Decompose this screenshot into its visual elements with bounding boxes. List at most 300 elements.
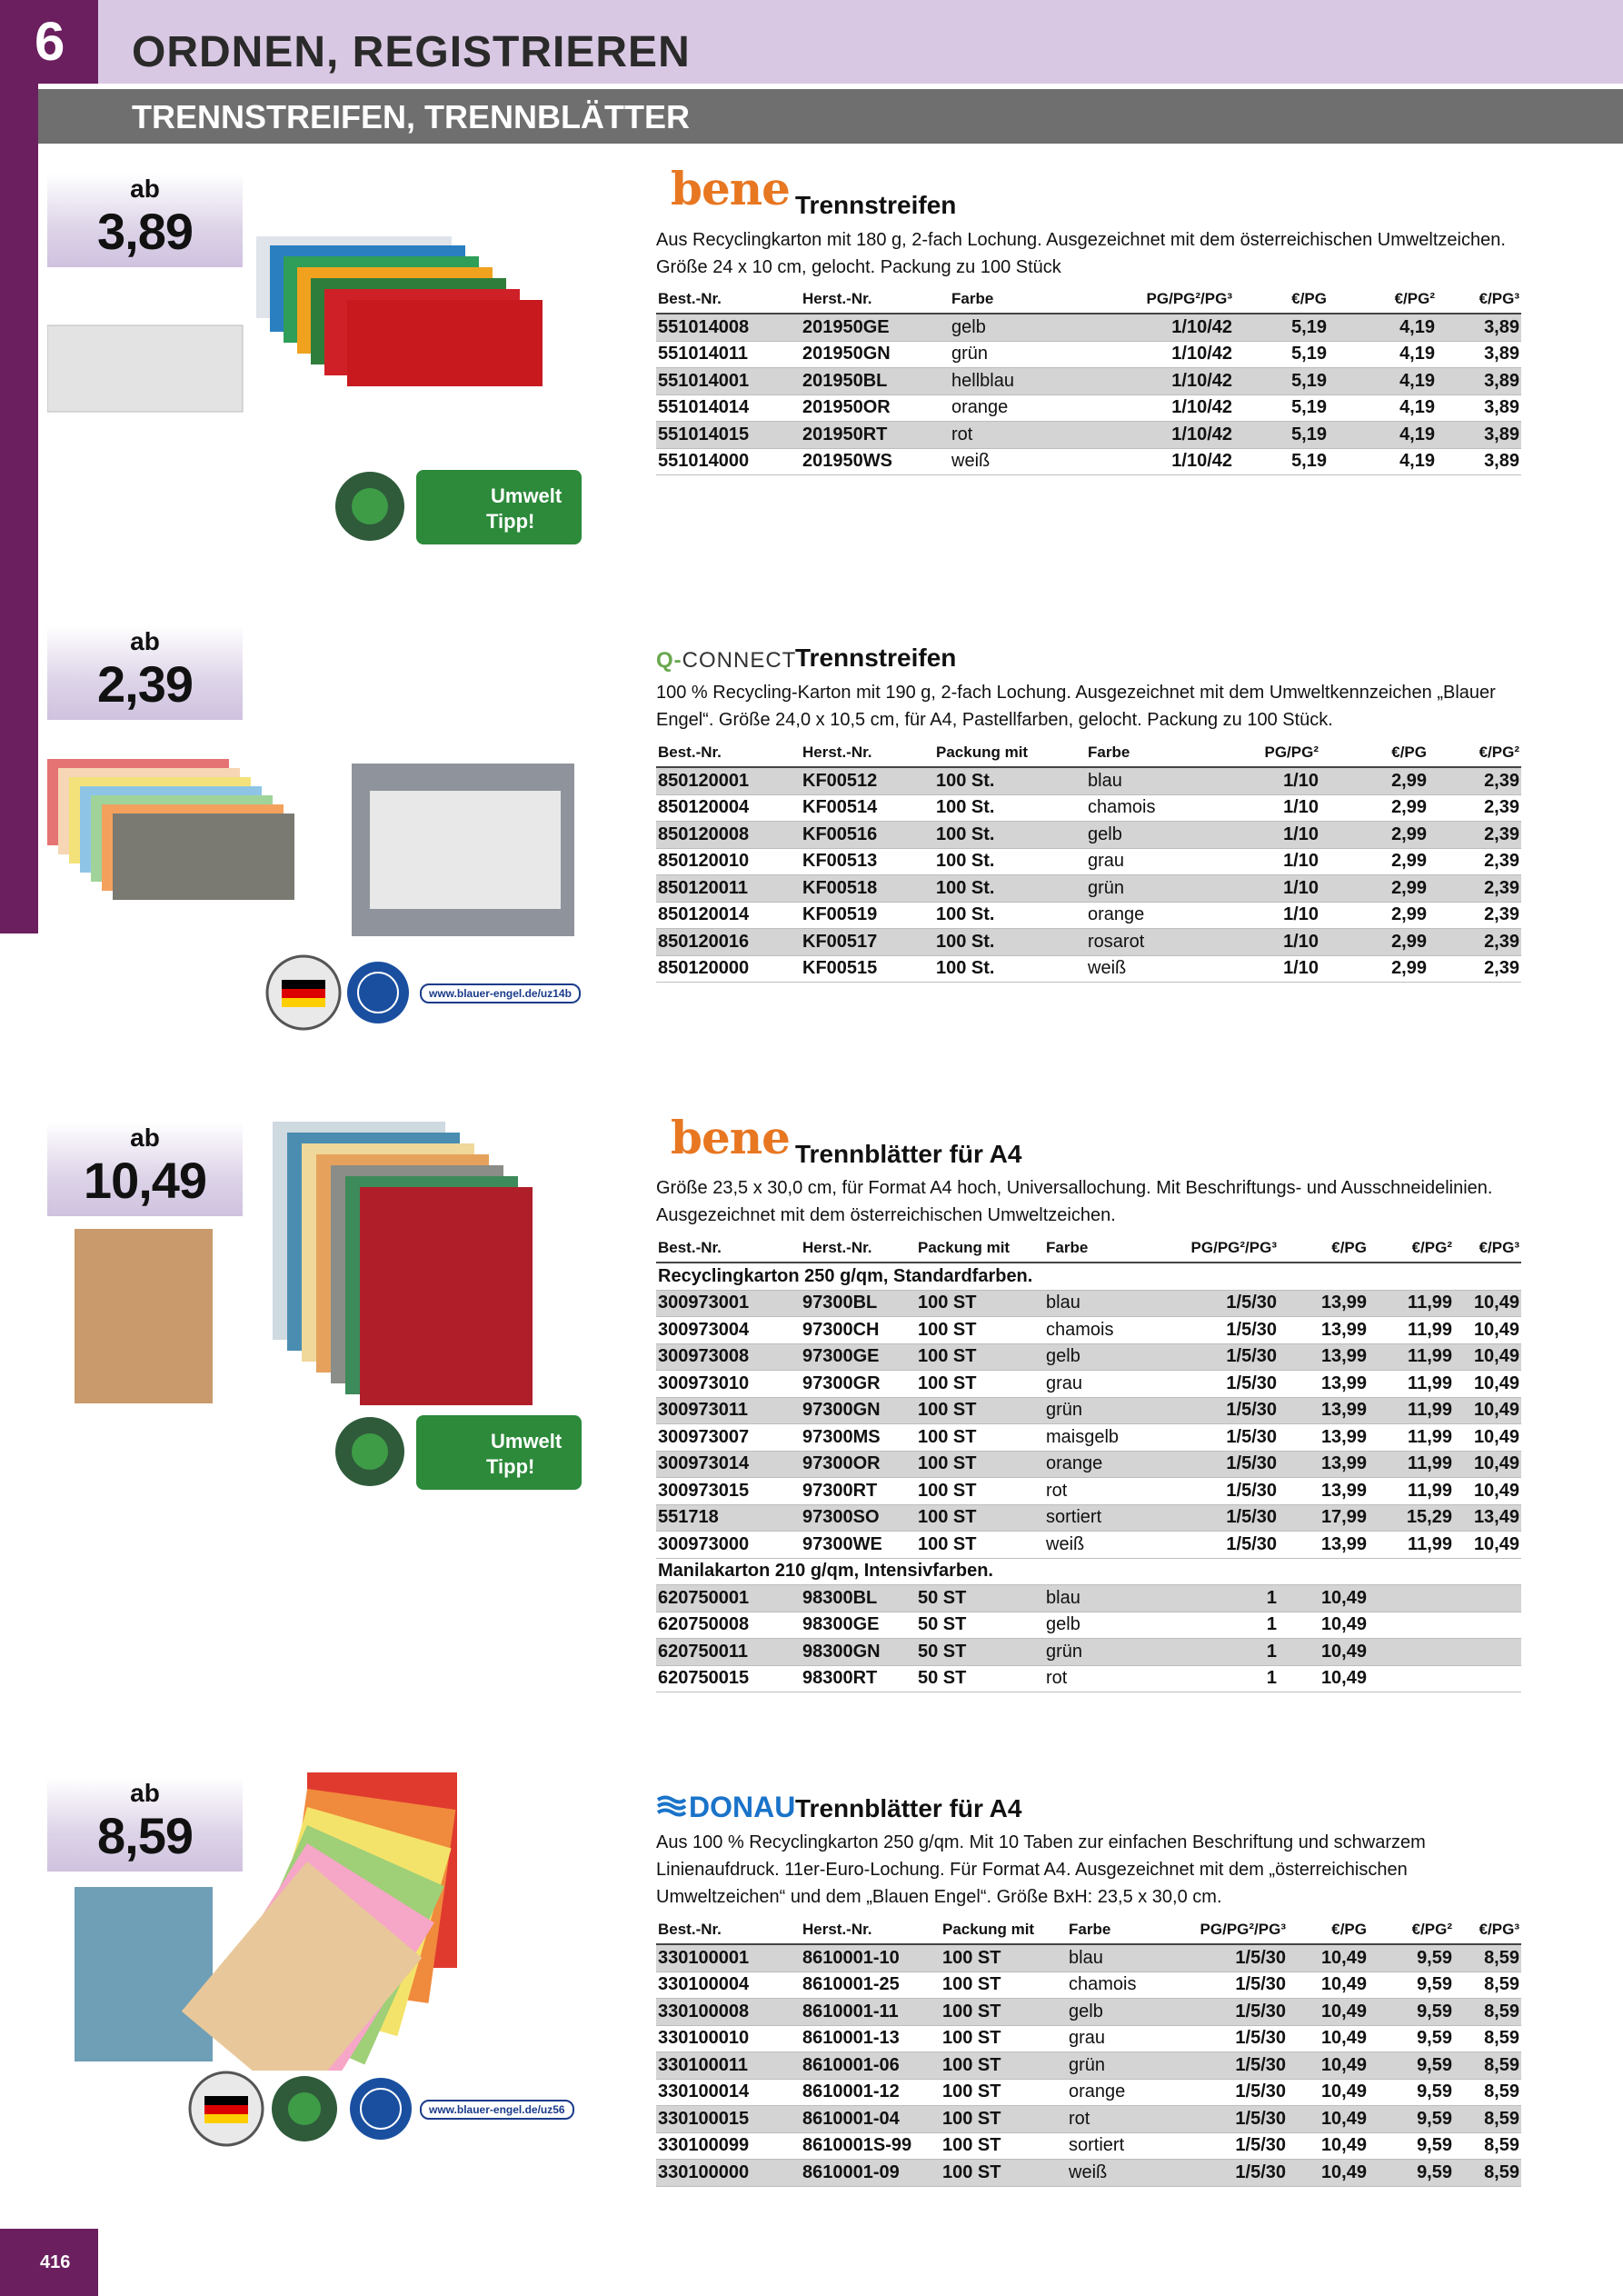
table-cell: 100 ST [941,2025,1067,2052]
table-cell: 10,49 [1288,1999,1369,2026]
table-cell: 330100015 [656,2106,801,2133]
table-cell: 100 ST [916,1317,1044,1344]
table-cell: 10,49 [1454,1478,1521,1505]
table-cell: 100 ST [941,1999,1067,2026]
col-header: €/PG [1234,285,1329,314]
table-cell: 3,89 [1437,394,1521,422]
table-cell: rot [1044,1665,1157,1692]
product-image-divider-strips [47,227,592,418]
table-cell: chamois [1067,1972,1170,1999]
table-row [656,902,1521,929]
table-row [656,1665,1521,1692]
table-cell: 11,99 [1369,1451,1454,1478]
table-cell: weiß [1067,2160,1170,2187]
table-cell: 100 ST [916,1397,1044,1424]
table-cell: 201950BL [801,368,950,395]
table-cell: 10,49 [1454,1343,1521,1371]
table-cell: 98300BL [801,1585,916,1612]
table-cell: 330100011 [656,2052,801,2080]
table-cell: 10,49 [1288,2052,1369,2080]
col-header: Best.-Nr. [656,1234,801,1263]
table-row [656,341,1521,368]
table-cell: 551014011 [656,341,801,368]
table-cell: 100 ST [916,1504,1044,1532]
section-subtitle: TRENNSTREIFEN, TRENNBLÄTTER [132,98,690,135]
chapter-number: 6 [0,0,98,84]
made-in-germany-badge [186,2069,423,2149]
table-cell: 2,39 [1429,929,1521,956]
table-cell: 4,19 [1329,394,1437,422]
table-cell: 15,29 [1369,1504,1454,1532]
table-cell: 9,59 [1369,1972,1454,1999]
table-cell: 100 St. [934,929,1086,956]
table-cell: 50 ST [916,1665,1044,1692]
price-prefix: ab [130,1123,160,1152]
table-cell: 850120008 [656,822,801,849]
col-header: Packung mit [916,1234,1044,1263]
product-description: Größe 23,5 x 30,0 cm, für Format A4 hoch, Universallochung. Mit Beschriftungs- und Ausschneidelinien. Ausgezeichnet mit dem österreichischen Umweltzeichen. [656,1178,1493,1225]
table-cell: 2,99 [1320,848,1429,875]
table-cell: 97300GR [801,1371,916,1398]
table-row [656,314,1521,341]
table-cell: 50 ST [916,1612,1044,1639]
table-cell: maisgelb [1044,1424,1157,1452]
product-description: Aus Recyclingkarton mit 180 g, 2-fach Lochung. Ausgezeichnet mit dem österreichischen Umweltzeichen. Größe 24 x 10 cm, gelocht. Packung zu 100 Stück [656,230,1506,277]
table-cell [1369,1612,1454,1639]
table-row [656,1612,1521,1639]
table-cell: 97300RT [801,1478,916,1505]
table-cell: 10,49 [1279,1639,1369,1666]
col-header: €/PG [1279,1234,1369,1263]
product-title: Trennblätter für A4 [795,1794,1022,1822]
table-row [656,448,1521,475]
col-header: Herst.-Nr. [801,285,950,314]
table-cell: 1/5/30 [1157,1478,1279,1505]
table-cell: 1/10/42 [1108,314,1234,341]
table-cell: 1/10/42 [1108,422,1234,449]
table-cell: 100 ST [941,2160,1067,2187]
table-cell: 3,89 [1437,314,1521,341]
table-cell: 5,19 [1234,341,1329,368]
table-cell: 97300GE [801,1343,916,1371]
table-cell: 201950RT [801,422,950,449]
table-cell: 201950WS [801,448,950,475]
table-cell: 9,59 [1369,2079,1454,2106]
table-cell: 100 ST [941,2106,1067,2133]
table-cell: 2,99 [1320,767,1429,794]
table-cell: grau [1086,848,1226,875]
table-cell: 1/10 [1226,955,1320,983]
table-cell: 8610001-04 [801,2106,941,2133]
table-cell: KF00512 [801,767,934,794]
table-cell: 2,99 [1320,794,1429,822]
table-cell: 620750015 [656,1665,801,1692]
badge-line2: Tipp! [486,510,535,533]
table-cell: KF00519 [801,902,934,929]
blauer-engel-link[interactable]: www.blauer-engel.de/uz56 [420,2100,574,2120]
table-cell: 1 [1157,1612,1279,1639]
table-cell: 1/5/30 [1157,1397,1279,1424]
table-row [656,1585,1521,1612]
donau-wave-icon [656,1795,687,1817]
col-header: Herst.-Nr. [801,1916,941,1944]
table-cell: 9,59 [1369,2025,1454,2052]
table-cell: 97300GN [801,1397,916,1424]
table-cell: 13,99 [1279,1532,1369,1559]
table-cell: 1/5/30 [1157,1317,1279,1344]
product-title: Trennblätter für A4 [795,1140,1022,1168]
table-cell: 300973007 [656,1424,801,1452]
table-cell: rosarot [1086,929,1226,956]
table-cell: grün [1044,1639,1157,1666]
product-title: Trennstreifen [795,191,957,219]
table-cell: 11,99 [1369,1371,1454,1398]
table-row [656,2079,1521,2106]
table-cell: 100 ST [916,1290,1044,1317]
table-cell: 10,49 [1454,1290,1521,1317]
col-header: Herst.-Nr. [801,1234,916,1263]
table-cell: 8,59 [1454,2052,1521,2080]
product-description: Aus 100 % Recyclingkarton 250 g/qm. Mit 10 Taben zur einfachen Beschriftung und schwarzem Linienaufdruck. 11er-Euro-Lochung. Für Format A4. Ausgezeichnet mit dem „österreichischen Umweltzeichen“ und dem „Blauen Engel“. Größe BxH: 23,5 x 30,0 cm. [656,1832,1426,1907]
col-header: €/PG² [1329,285,1437,314]
chapter-title: ORDNEN, REGISTRIEREN [132,28,691,76]
table-cell: 11,99 [1369,1317,1454,1344]
table-cell: 330100014 [656,2079,801,2106]
group-row [656,1263,1521,1290]
table-cell: 201950OR [801,394,950,422]
table-row [656,1371,1521,1398]
table-cell: 100 St. [934,902,1086,929]
badge-line1: Umwelt [491,1430,563,1452]
price-prefix: ab [130,627,160,655]
table-cell: 3,89 [1437,448,1521,475]
table-cell: 1/10 [1226,902,1320,929]
table-cell: 10,49 [1454,1532,1521,1559]
product-table [656,285,1521,475]
product-image-divider-sheets [73,1120,582,1411]
table-cell: 2,39 [1429,822,1521,849]
table-cell: rot [950,422,1108,449]
table-cell: 551014014 [656,394,801,422]
group-row [656,1558,1521,1585]
table-cell: 1/10/42 [1108,368,1234,395]
col-header: €/PG² [1369,1916,1454,1944]
table-row [656,1478,1521,1505]
table-cell [1454,1612,1521,1639]
table-row [656,422,1521,449]
col-header: €/PG³ [1454,1916,1521,1944]
table-cell: 9,59 [1369,1999,1454,2026]
table-cell: 100 ST [941,2079,1067,2106]
table-cell: Manilakarton 210 g/qm, Intensivfarben. [656,1558,1521,1585]
table-cell: 100 St. [934,767,1086,794]
table-cell: 551014008 [656,314,801,341]
table-cell: 2,99 [1320,955,1429,983]
table-cell: 300973015 [656,1478,801,1505]
table-cell: 1/5/30 [1170,2160,1288,2187]
table-row [656,2025,1521,2052]
table-cell: 10,49 [1288,2079,1369,2106]
table-cell: 2,99 [1320,822,1429,849]
table-cell: 97300SO [801,1504,916,1532]
table-cell: orange [1086,902,1226,929]
badge-line1: Umwelt [491,484,563,507]
col-header: €/PG² [1369,1234,1454,1263]
table-cell: 2,39 [1429,875,1521,903]
brand-logo-donau: DONAU [689,1791,796,1823]
table-cell: 8610001-13 [801,2025,941,2052]
table-cell: 551014015 [656,422,801,449]
table-cell: 300973011 [656,1397,801,1424]
brand-logo-bene: bene [671,1111,790,1164]
table-cell [1369,1585,1454,1612]
table-cell: 330100008 [656,1999,801,2026]
col-header: Best.-Nr. [656,739,801,767]
table-cell: gelb [1067,1999,1170,2026]
table-cell: 100 ST [941,2052,1067,2080]
col-header: Packung mit [941,1916,1067,1944]
table-cell: KF00515 [801,955,934,983]
table-cell: 2,39 [1429,902,1521,929]
table-cell: 9,59 [1369,1944,1454,1972]
table-cell: 10,49 [1454,1451,1521,1478]
col-header: €/PG² [1429,739,1521,767]
table-cell: 1/5/30 [1170,2052,1288,2080]
price-value: 10,49 [83,1152,207,1209]
table-cell: 1 [1157,1585,1279,1612]
table-cell: 8610001-10 [801,1944,941,1972]
table-cell: 620750008 [656,1612,801,1639]
table-cell: 2,99 [1320,875,1429,903]
product-table [656,1234,1521,1692]
table-cell: 8610001-09 [801,2160,941,2187]
table-cell: 1/5/30 [1157,1290,1279,1317]
product-table [656,739,1521,983]
brand-logo-bene: bene [671,162,790,215]
table-cell: 10,49 [1279,1612,1369,1639]
table-cell: 1/5/30 [1157,1424,1279,1452]
table-cell: 1/5/30 [1157,1343,1279,1371]
table-cell: KF00516 [801,822,934,849]
table-cell: 10,49 [1279,1585,1369,1612]
table-cell: 100 ST [916,1451,1044,1478]
product-image-donau-sheets [73,1771,582,2071]
table-cell: 300973001 [656,1290,801,1317]
table-cell: chamois [1044,1317,1157,1344]
blauer-engel-link[interactable]: www.blauer-engel.de/uz14b [420,983,581,1003]
table-cell: 3,89 [1437,341,1521,368]
table-cell: grün [1067,2052,1170,2080]
table-row [656,1999,1521,2026]
table-cell: 50 ST [916,1585,1044,1612]
table-cell: grün [1044,1397,1157,1424]
table-cell: 13,99 [1279,1371,1369,1398]
table-cell: weiß [950,448,1108,475]
price-prefix: ab [130,175,160,203]
table-cell: 8,59 [1454,1944,1521,1972]
table-cell: 2,99 [1320,902,1429,929]
table-cell: KF00513 [801,848,934,875]
table-cell: 10,49 [1288,2025,1369,2052]
table-cell: 620750001 [656,1585,801,1612]
product-description: 100 % Recycling-Karton mit 190 g, 2-fach Lochung. Ausgezeichnet mit dem Umweltkennzeichen „Blauer Engel“. Größe 24,0 x 10,5 cm, für A4, Pastellfarben, gelocht. Packung zu 100 Stück. [656,683,1496,730]
table-cell [1454,1585,1521,1612]
col-header: Herst.-Nr. [801,739,934,767]
price-value: 8,59 [97,1807,193,1864]
table-row [656,955,1521,983]
table-cell: rot [1044,1478,1157,1505]
table-cell: 100 ST [941,1944,1067,1972]
table-cell: 4,19 [1329,422,1437,449]
table-cell: 100 ST [941,1972,1067,1999]
col-header: €/PG³ [1437,285,1521,314]
col-header: Packung mit [934,739,1086,767]
table-cell: 620750011 [656,1639,801,1666]
table-cell [1454,1665,1521,1692]
table-cell: 13,99 [1279,1424,1369,1452]
table-cell: 9,59 [1369,2052,1454,2080]
price-value: 2,39 [97,655,193,713]
umwelt-tipp-badge [332,1413,586,1493]
table-cell: 97300WE [801,1532,916,1559]
table-cell: 850120000 [656,955,801,983]
col-header: €/PG [1288,1916,1369,1944]
table-cell: orange [1044,1451,1157,1478]
page-number: 416 [0,2229,98,2296]
table-cell: 1/5/30 [1170,2079,1288,2106]
table-cell: 850120016 [656,929,801,956]
made-in-germany-badge [264,953,427,1033]
table-cell: hellblau [950,368,1108,395]
table-cell: 10,49 [1288,1972,1369,1999]
table-cell: weiß [1086,955,1226,983]
col-header: Farbe [950,285,1108,314]
col-header: Best.-Nr. [656,285,801,314]
table-cell: 100 ST [916,1532,1044,1559]
table-cell: 300973010 [656,1371,801,1398]
table-row [656,875,1521,903]
table-row [656,1317,1521,1344]
col-header: PG/PG²/PG³ [1157,1234,1279,1263]
table-cell: 98300RT [801,1665,916,1692]
table-cell: 4,19 [1329,314,1437,341]
table-cell: 13,99 [1279,1343,1369,1371]
table-cell: chamois [1086,794,1226,822]
table-row [656,2132,1521,2160]
table-cell: 13,99 [1279,1317,1369,1344]
table-cell: 10,49 [1279,1665,1369,1692]
table-row [656,848,1521,875]
table-cell: gelb [1086,822,1226,849]
table-cell: 11,99 [1369,1424,1454,1452]
table-cell: blau [1044,1585,1157,1612]
table-row [656,1397,1521,1424]
table-cell: 1 [1157,1639,1279,1666]
table-row [656,794,1521,822]
col-header: €/PG³ [1454,1234,1521,1263]
table-cell: 10,49 [1288,2132,1369,2160]
table-cell: 1/10 [1226,929,1320,956]
table-cell: 330100099 [656,2132,801,2160]
table-cell [1369,1665,1454,1692]
table-row [656,1972,1521,1999]
table-cell: 330100004 [656,1972,801,1999]
table-cell: 1/10/42 [1108,448,1234,475]
table-cell: 1/5/30 [1170,2132,1288,2160]
table-cell: 10,49 [1454,1371,1521,1398]
table-cell: 1/5/30 [1170,1944,1288,1972]
table-cell: 1/5/30 [1157,1504,1279,1532]
table-row [656,1343,1521,1371]
table-cell: 1/5/30 [1157,1451,1279,1478]
table-cell: 3,89 [1437,368,1521,395]
table-cell: orange [950,394,1108,422]
table-cell: 1/10 [1226,794,1320,822]
table-cell: 1/5/30 [1157,1532,1279,1559]
table-cell: 13,99 [1279,1478,1369,1505]
table-cell: KF00518 [801,875,934,903]
table-cell: blau [1086,767,1226,794]
table-cell: gelb [950,314,1108,341]
table-cell: 100 ST [916,1343,1044,1371]
table-cell: 17,99 [1279,1504,1369,1532]
col-header: PG/PG²/PG³ [1170,1916,1288,1944]
table-cell: 2,99 [1320,929,1429,956]
table-cell: 5,19 [1234,422,1329,449]
table-cell: 1/10 [1226,848,1320,875]
table-cell: orange [1067,2079,1170,2106]
table-cell: 8,59 [1454,2025,1521,2052]
table-cell: 330100010 [656,2025,801,2052]
table-cell: 4,19 [1329,341,1437,368]
table-cell: gelb [1044,1612,1157,1639]
table-row [656,1290,1521,1317]
product-title: Trennstreifen [795,644,957,672]
table-cell: 2,39 [1429,794,1521,822]
table-cell: 330100000 [656,2160,801,2187]
table-cell: 551014001 [656,368,801,395]
table-cell: 850120014 [656,902,801,929]
table-cell: 100 ST [916,1478,1044,1505]
table-cell: 3,89 [1437,422,1521,449]
table-row [656,1424,1521,1452]
table-row [656,767,1521,794]
table-cell: 100 St. [934,822,1086,849]
table-cell: 1/5/30 [1170,1972,1288,1999]
table-cell: 201950GN [801,341,950,368]
table-cell: 8,59 [1454,2132,1521,2160]
table-cell: 11,99 [1369,1532,1454,1559]
table-cell: 1/5/30 [1170,2025,1288,2052]
table-row [656,929,1521,956]
col-header: Farbe [1044,1234,1157,1263]
table-cell: 10,49 [1454,1397,1521,1424]
table-cell: 2,39 [1429,767,1521,794]
table-cell: 98300GE [801,1612,916,1639]
table-cell: 4,19 [1329,368,1437,395]
table-cell: 97300CH [801,1317,916,1344]
table-cell: 2,39 [1429,955,1521,983]
table-cell: 2,39 [1429,848,1521,875]
table-cell: 50 ST [916,1639,1044,1666]
table-cell: 8,59 [1454,1972,1521,1999]
table-cell: 11,99 [1369,1290,1454,1317]
table-cell: grau [1067,2025,1170,2052]
table-cell: grün [950,341,1108,368]
table-cell: 850120011 [656,875,801,903]
table-cell: 1/10 [1226,875,1320,903]
table-cell: 201950GE [801,314,950,341]
